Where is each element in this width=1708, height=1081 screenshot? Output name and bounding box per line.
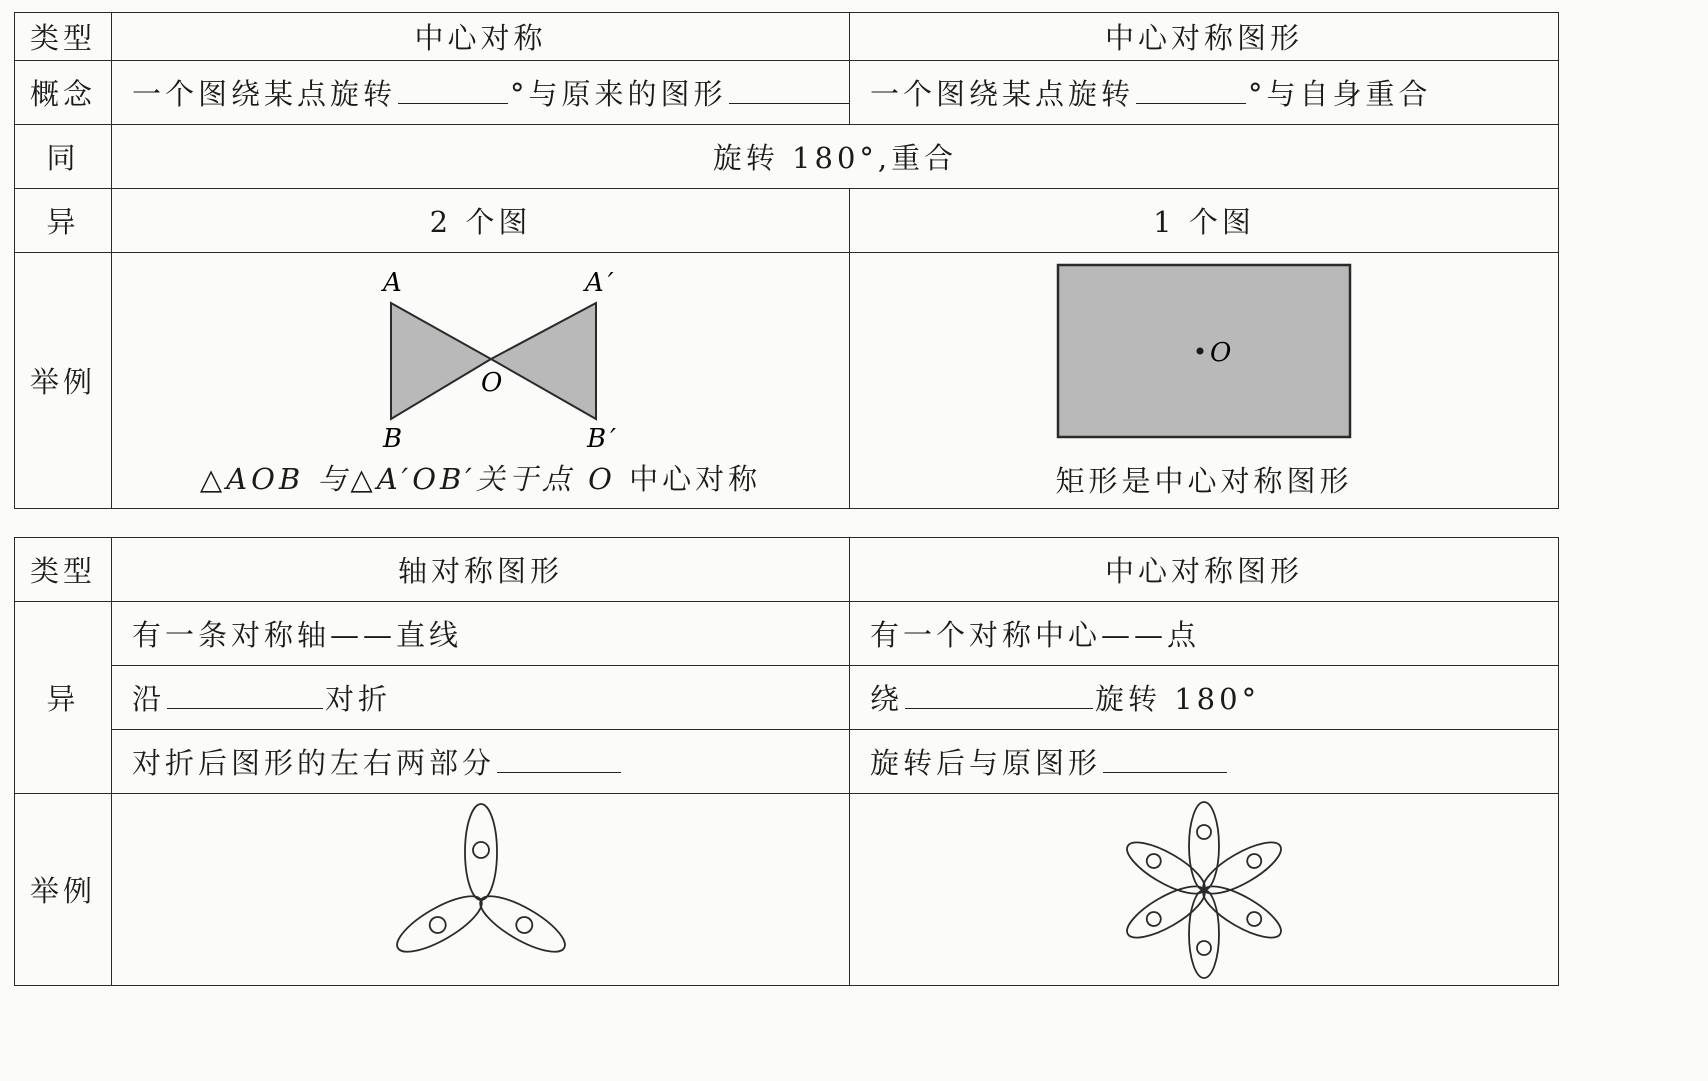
header-central-symmetric-figure: 中心对称图形 <box>850 538 1559 602</box>
concept-text: 一个图绕某点旋转 <box>870 77 1135 111</box>
caption-text: 中心对称 <box>629 462 762 496</box>
table-central-symmetry <box>14 12 1559 509</box>
diff-row1-col2: 有一个对称中心——点 <box>850 602 1559 666</box>
table-axial-vs-central <box>14 537 1559 986</box>
example-cell-2 <box>850 253 1559 509</box>
header-axial-symmetric-figure: 轴对称图形 <box>112 538 850 602</box>
row-label-example: 举例 <box>15 253 112 509</box>
label-B: B <box>382 424 406 453</box>
bowtie-figure <box>331 263 631 453</box>
caption-text: △AOB 与△A′OB′关于点 <box>199 462 575 496</box>
fill-blank[interactable] <box>1103 746 1227 773</box>
petal <box>1189 890 1219 978</box>
diff-row2-col2 <box>850 666 1559 730</box>
row-label-type: 类型 <box>15 538 112 602</box>
petal <box>465 804 497 900</box>
table-row <box>15 253 1559 509</box>
table-row <box>15 666 1559 730</box>
diff-text: 对折后图形的左右两部分 <box>132 746 496 780</box>
fill-blank[interactable] <box>729 77 850 104</box>
row-label-same: 同 <box>15 125 112 189</box>
header-central-symmetric-figure: 中心对称图形 <box>850 13 1559 61</box>
header-central-symmetry: 中心对称 <box>112 13 850 61</box>
caption-2: 矩形是中心对称图形 <box>1055 464 1353 498</box>
table-row <box>15 61 1559 125</box>
label-B-prime: B′ <box>586 424 620 453</box>
diff-cell-2: 1 个图 <box>850 189 1559 253</box>
diff-row2-col1 <box>112 666 850 730</box>
label-O: O <box>480 368 506 398</box>
table-row <box>15 794 1559 986</box>
row-label-example: 举例 <box>15 794 112 986</box>
label-O: O <box>1210 338 1236 368</box>
petal <box>389 886 488 962</box>
label-A-prime: A′ <box>584 268 618 298</box>
concept-cell-1 <box>112 61 850 125</box>
six-petal-figure <box>1104 796 1304 984</box>
caption-point: O <box>588 462 616 496</box>
diff-cell-1: 2 个图 <box>112 189 850 253</box>
label-A: A <box>382 268 406 298</box>
petal <box>473 886 572 962</box>
three-petal-figure <box>381 800 581 980</box>
concept-text: °与原来的图形 <box>510 77 727 111</box>
diff-text: 绕 <box>870 682 904 716</box>
table-row <box>15 730 1559 794</box>
diff-text: 对折 <box>325 682 392 716</box>
fill-blank[interactable] <box>167 682 323 709</box>
rectangle-figure <box>1054 261 1354 441</box>
table-row <box>15 602 1559 666</box>
caption-1 <box>112 457 849 498</box>
concept-cell-2 <box>850 61 1559 125</box>
center-point <box>1197 348 1204 355</box>
table-row <box>15 189 1559 253</box>
fill-blank[interactable] <box>1136 77 1246 104</box>
diff-row3-col2 <box>850 730 1559 794</box>
concept-text: 一个图绕某点旋转 <box>132 77 397 111</box>
triangle-a2ob2 <box>491 303 596 419</box>
fill-blank[interactable] <box>905 682 1093 709</box>
fill-blank[interactable] <box>398 77 508 104</box>
diff-text: 旋转后与原图形 <box>870 746 1102 780</box>
rectangle-shape <box>1058 265 1350 437</box>
diff-text: 旋转 180° <box>1095 682 1261 716</box>
triangle-aob <box>391 303 491 419</box>
row-label-type: 类型 <box>15 13 112 61</box>
diff-row3-col1 <box>112 730 850 794</box>
example-cell-1 <box>112 253 850 509</box>
example-cell-axial <box>112 794 850 986</box>
row-label-diff: 异 <box>15 602 112 794</box>
concept-text: °与自身重合 <box>1248 77 1432 111</box>
example-cell-central <box>850 794 1559 986</box>
table-row <box>15 538 1559 602</box>
table-row <box>15 13 1559 61</box>
diff-text: 沿 <box>132 682 166 716</box>
row-label-diff: 异 <box>15 189 112 253</box>
table-row <box>15 125 1559 189</box>
petal <box>1189 802 1219 890</box>
row-label-concept: 概念 <box>15 61 112 125</box>
same-cell: 旋转 180°,重合 <box>112 125 1559 189</box>
diff-row1-col1: 有一条对称轴——直线 <box>112 602 850 666</box>
fill-blank[interactable] <box>497 746 621 773</box>
